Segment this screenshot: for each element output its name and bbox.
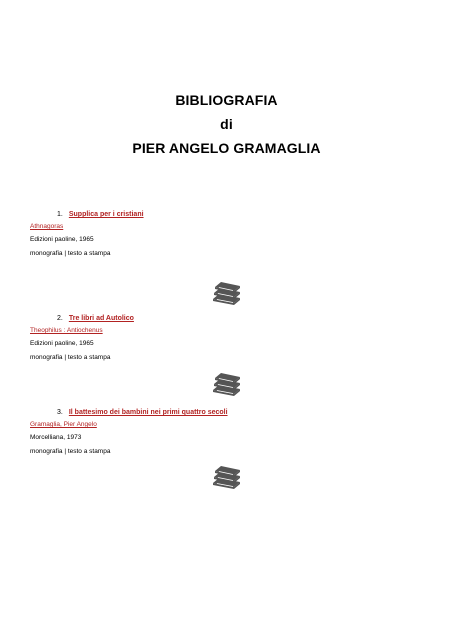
entry-number: 1. bbox=[57, 211, 63, 218]
entry-publisher: Morcelliana, 1973 bbox=[30, 434, 82, 441]
entry-publisher: Edizioni paoline, 1965 bbox=[30, 236, 94, 243]
entry-heading bbox=[30, 315, 134, 322]
entry-type: monografia | testo a stampa bbox=[30, 448, 111, 455]
entry-number: 3. bbox=[57, 409, 63, 416]
entry-author-link[interactable]: Theophilus : Antiochenus bbox=[30, 327, 103, 334]
books-icon bbox=[210, 370, 242, 396]
document-title-connector: di bbox=[220, 116, 233, 132]
entry-title-link[interactable]: Supplica per i cristiani bbox=[68, 211, 144, 218]
document-title: BIBLIOGRAFIA bbox=[175, 92, 278, 108]
entry-title-link[interactable]: Tre libri ad Autolico bbox=[68, 315, 134, 322]
entry-type: monografia | testo a stampa bbox=[30, 354, 111, 361]
books-icon bbox=[210, 279, 242, 305]
document-title-author: PIER ANGELO GRAMAGLIA bbox=[132, 140, 321, 156]
entry-title-link[interactable]: Il battesimo dei bambini nei primi quattro secoli bbox=[68, 409, 228, 416]
entry-heading bbox=[30, 409, 228, 416]
entry-heading bbox=[30, 211, 144, 218]
books-icon bbox=[210, 463, 242, 489]
entry-type: monografia | testo a stampa bbox=[30, 250, 111, 257]
entry-author-link[interactable]: Athnagoras bbox=[30, 223, 64, 230]
entry-number: 2. bbox=[57, 315, 63, 322]
entry-author-link[interactable]: Gramaglia, Pier Angelo bbox=[30, 421, 97, 428]
entry-publisher: Edizioni paoline, 1965 bbox=[30, 340, 94, 347]
